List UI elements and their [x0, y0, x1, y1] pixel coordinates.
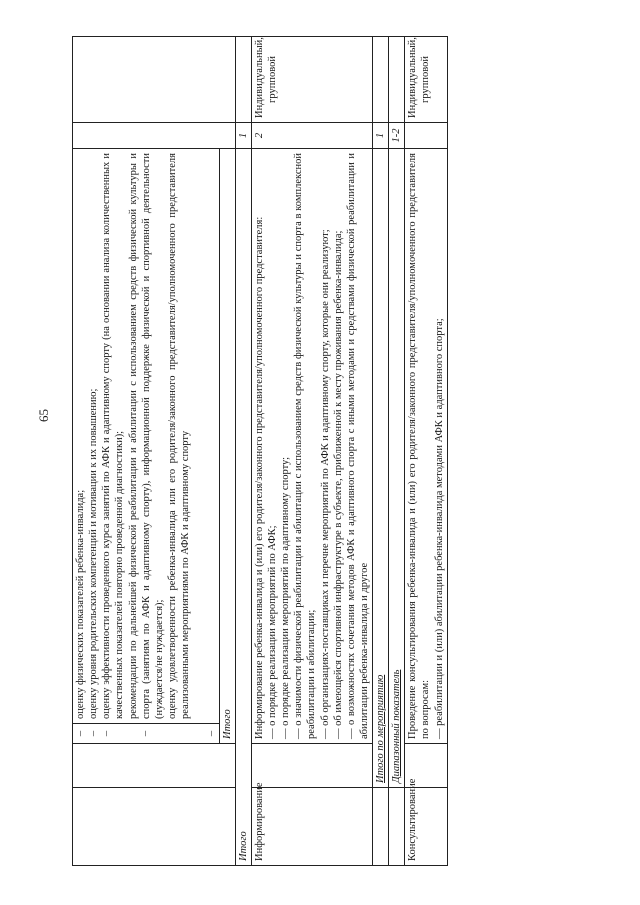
table-row [251, 37, 372, 866]
row2-text-cell: Информирование ребенка-инвалида и (или) его родителя/законного представителя/уполномоченного представителя: — о порядке реализации мероприятий по АФК; — о порядке реализации мероприятий по адаптивному спорту; — о значимости физической реабилитации и абилитации с использованием средств физической культуры и спорта в комплексной реабилитации и абилитации; — об организациях-поставщиках и перечне мероприятий по АФК и адаптивному спорту, которые они реализуют; — об имеющейся спортивной инфраструктуре в субъекте, приближенной к месту проживания ребенка-инвалида; — о возможностях сочетания методов АФК и адаптивного спорта с иными методами и средствами физической реабилитации и абилитации ребенка-инвалида и другое [251, 149, 372, 744]
list-item: о значимости физической реабилитации и абилитации с использованием средств физической культуры и спорта в комплексной реабилитации и абилитации; [293, 153, 318, 739]
row1-name-cell [73, 788, 236, 866]
row2-value: 2 [251, 123, 372, 149]
table-wrapper [72, 36, 590, 866]
list-item: реабилитации и (или) абилитации ребенка-инвалида методами АФК и адаптивного спорта; [433, 318, 445, 726]
table-row [219, 37, 235, 866]
table-row [389, 37, 405, 866]
table-row [373, 37, 389, 866]
row2-range-value: 1-2 [389, 123, 405, 149]
list-item: оценку уровня родительских компетенций и мотивации к их повышению; [88, 388, 100, 719]
row1-format-cell [73, 37, 236, 123]
row3-intro: Проведение консультирования ребенка-инвалида и (или) его родителя/законного представителя/уполномоченного представителя по вопросам: [407, 153, 432, 739]
total-label: Итого [235, 149, 251, 866]
list-item: об организациях-поставщиках и перечне мероприятий по АФК и адаптивному спорту, которые они реализуют; [319, 229, 331, 726]
list-item: оценку эффективности проведенного курса занятий по АФК и адаптивному спорту (на основании анализа количественных и качественных показателей повторно проведенной диагностики); [101, 153, 126, 719]
row2-total-label: Итого по мероприятию [373, 149, 389, 788]
row1-items-cell [73, 149, 220, 724]
total-value: 1 [235, 123, 251, 149]
table-row [73, 37, 220, 866]
list-item: оценку физических показателей ребенка-инвалида; [75, 489, 86, 719]
list-item: оценку удовлетворенности ребенка-инвалида или его родителя/законного представителя/уполномоченного представителя реализованными мероприятиями по АФК и адаптивному спорту [166, 153, 191, 719]
row3-format: Индивидуальный, групповой [405, 37, 447, 123]
row3-text-cell: Проведение консультирования ребенка-инвалида и (или) его родителя/законного представителя/уполномоченного представителя по вопросам: — реабилитации и (или) абилитации ребенка-инвалида методами АФК и адаптивного спорта; [405, 149, 447, 744]
table-row [235, 37, 251, 866]
row3-name: Консультирование [405, 788, 447, 866]
row2-name: Информирование [251, 788, 372, 866]
list-item: о порядке реализации мероприятий по адаптивному спорту; [280, 456, 292, 726]
page-number: 65 [36, 409, 51, 422]
row2-total-value: 1 [373, 123, 389, 149]
row2-intro: Информирование ребенка-инвалида и (или) его родителя/законного представителя/уполномоченного представителя: [253, 216, 265, 739]
dash-column: – – – – – [73, 724, 220, 744]
row1-value-cell [73, 123, 236, 149]
list-item: о порядке реализации мероприятий по АФК; [267, 525, 278, 726]
list-item: рекомендации по дальнейшей физической реабилитации и абилитации с использованием средств физической культуры и спорта (занятиям по АФК и адаптивному спорту), информационной поддержке физической и спортивной деятельности (нуждается/не нуждается); [127, 153, 165, 719]
rotated-table [72, 36, 590, 866]
list-item: о возможностях сочетания методов АФК и адаптивного спорта с иными методами и средствами физической реабилитации и абилитации ребенка-инвалида и другое [345, 152, 370, 739]
row2-range-label: Диапазонный показатель [389, 149, 405, 788]
list-item: об имеющейся спортивной инфраструктуре в субъекте, приближенной к месту проживания ребенка-инвалида; [332, 230, 344, 726]
total-label: Итого [219, 149, 235, 744]
table-row [405, 37, 447, 866]
row2-format: Индивидуальный, групповой [251, 37, 372, 123]
row1-blank-cell [73, 744, 236, 788]
services-table [72, 36, 448, 866]
